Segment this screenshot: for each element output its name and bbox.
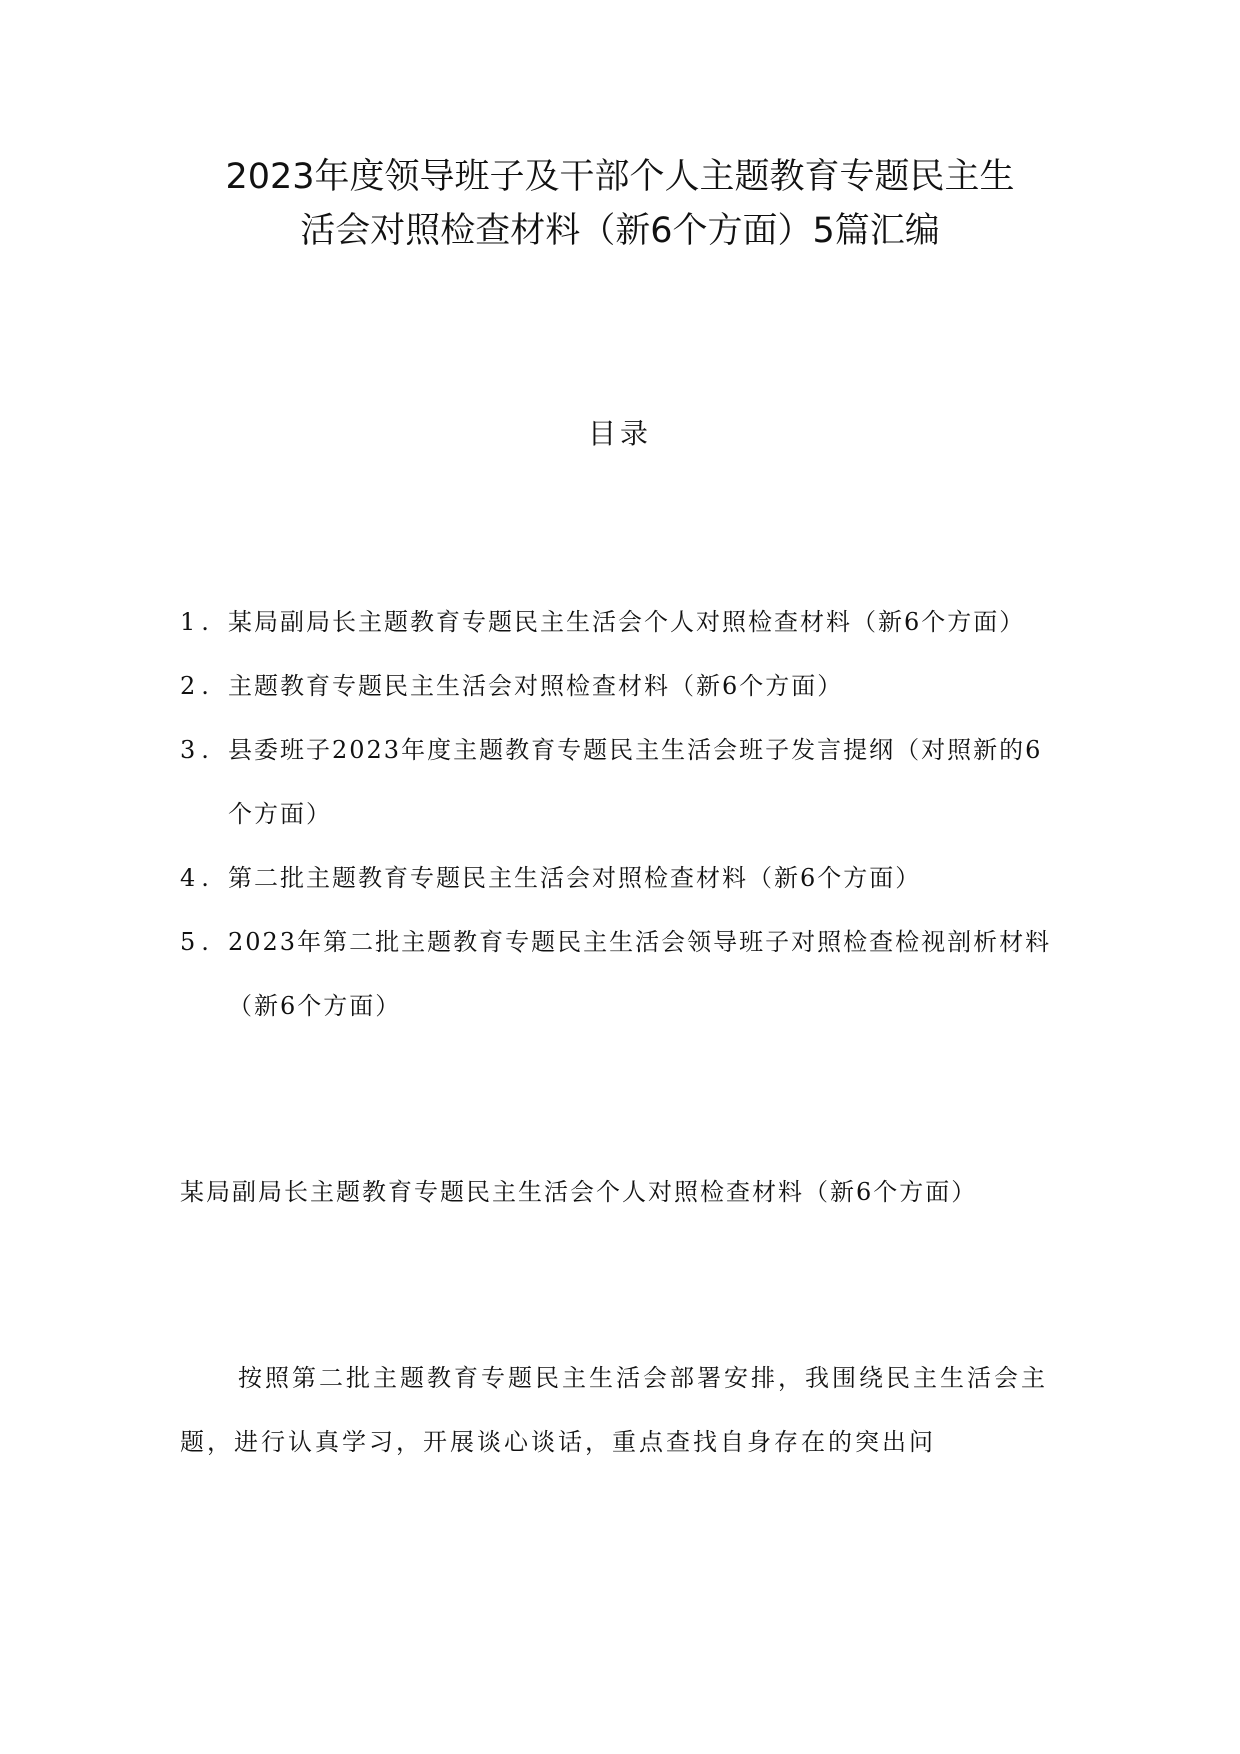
toc-item-text: 县委班子2023年度主题教育专题民主生活会班子发言提纲（对照新的6个方面） (228, 736, 1043, 828)
toc-item-number: 3. (180, 736, 215, 764)
toc-heading: 目录 (587, 417, 652, 450)
toc-item-number: 5. (180, 928, 215, 956)
toc-item (180, 718, 1060, 846)
toc-item-number: 2. (180, 672, 215, 700)
toc-item-text: 主题教育专题民主生活会对照检查材料（新6个方面） (228, 672, 844, 700)
section-title: 某局副局长主题教育专题民主生活会个人对照检查材料（新6个方面） (180, 1178, 978, 1206)
toc-item (180, 910, 1060, 1038)
toc-item-number: 1. (180, 608, 215, 636)
table-of-contents (180, 590, 1060, 1038)
toc-item (180, 590, 1060, 654)
toc-item-text: 第二批主题教育专题民主生活会对照检查材料（新6个方面） (228, 864, 922, 892)
toc-item-number: 4. (180, 864, 215, 892)
toc-item-text: 2023年第二批主题教育专题民主生活会领导班子对照检查检视剖析材料（新6个方面） (228, 928, 1052, 1020)
toc-item (180, 846, 1060, 910)
toc-item (180, 654, 1060, 718)
document-title-line-1: 2023年度领导班子及干部个人主题教育专题民主生 (225, 157, 1015, 197)
body-paragraph: 按照第二批主题教育专题民主生活会部署安排，我围绕民主生活会主题，进行认真学习，开展谈心谈话，重点查找自身存在的突出问 (180, 1364, 1048, 1456)
document-title-line-2: 活会对照检查材料（新6个方面）5篇汇编 (300, 211, 940, 251)
toc-item-text: 某局副局长主题教育专题民主生活会个人对照检查材料（新6个方面） (228, 608, 1026, 636)
document-title (200, 150, 1040, 258)
